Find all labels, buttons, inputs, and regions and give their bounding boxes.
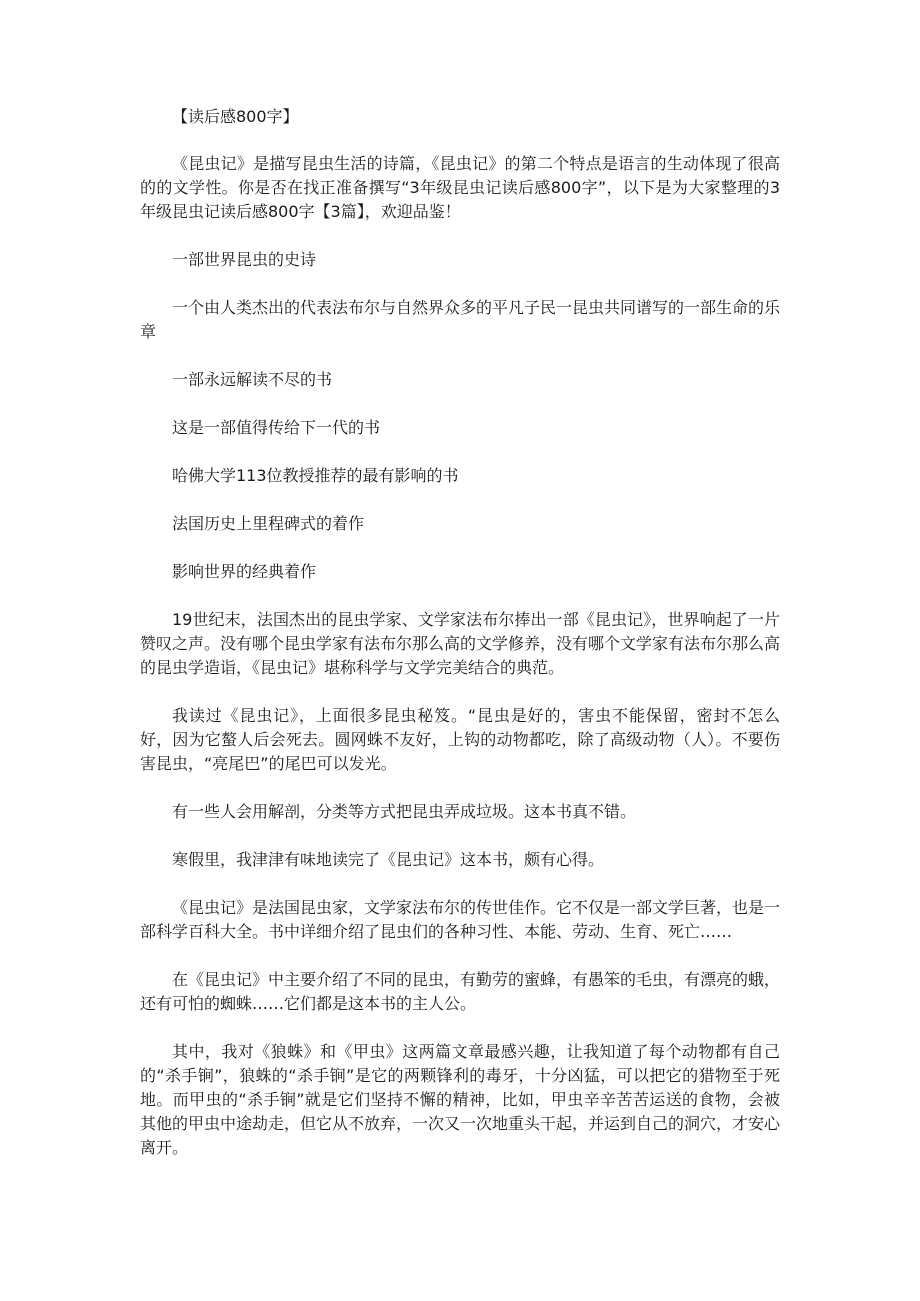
paragraph-tagline-1: 一部世界昆虫的史诗 [172,250,317,269]
paragraph-tagline-7: 影响世界的经典着作 [172,562,317,581]
paragraph-reading-notes: 我读过《昆虫记》，上面很多昆虫秘笈。“昆虫是好的，害虫不能保留，密封不怎么好，因为它螯人后会死去。圆网蛛不友好，上钩的动物都吃，除了高级动物（人）。不要伤害昆虫，“亮尾巴”的尾巴可以发光。 [140,706,780,773]
paragraph-favorites: 其中，我对《狼蛛》和《甲虫》这两篇文章最感兴趣，让我知道了每个动物都有自己的“杀手锏”，狼蛛的“杀手锏”是它的两颗锋利的毒牙，十分凶猛，可以把它的猎物至于死地。而甲虫的“杀手锏”就是它们坚持不懈的精神，比如，甲虫辛辛苦苦运送的食物，会被其他的甲虫中途劫走，但它从不放弃，一次又一次地重头干起，并运到自己的洞穴，才安心离开。 [140,1042,781,1157]
paragraph-tagline-4: 这是一部值得传给下一代的书 [172,418,381,437]
paragraph-masterpiece: 《昆虫记》是法国昆虫家，文学家法布尔的传世佳作。它不仅是一部文学巨著，也是一部科学百科大全。书中详细介绍了昆虫们的各种习性、本能、劳动、生育、死亡…… [140,898,781,941]
paragraph-winter-break: 寒假里，我津津有味地读完了《昆虫记》这本书，颇有心得。 [172,850,605,869]
paragraph-tagline-2: 一个由人类杰出的代表法布尔与自然界众多的平凡子民一昆虫共同谱写的一部生命的乐章 [140,298,781,341]
paragraph-fabre-intro: 19世纪末，法国杰出的昆虫学家、文学家法布尔捧出一部《昆虫记》，世界响起了一片赞叹之声。没有哪个昆虫学家有法布尔那么高的文学修养，没有哪个文学家有法布尔那么高的昆虫学造诣，《昆虫记》堪称科学与文学完美结合的典范。 [140,610,781,677]
paragraph-comment: 有一些人会用解剖，分类等方式把昆虫弄成垃圾。这本书真不错。 [172,802,637,821]
paragraph-tagline-5: 哈佛大学113位教授推荐的最有影响的书 [172,466,459,485]
paragraph-intro: 《昆虫记》是描写昆虫生活的诗篇，《昆虫记》的第二个特点是语言的生动体现了很高的的文学性。你是否在找正准备撰写“3年级昆虫记读后感800字”，以下是为大家整理的3年级昆虫记读后感800字【3篇】，欢迎品鉴！ [140,154,780,221]
document-heading: 【读后感800字】 [172,107,299,126]
paragraph-insects: 在《昆虫记》中主要介绍了不同的昆虫，有勤劳的蜜蜂，有愚笨的毛虫，有漂亮的蛾，还有可怕的蜘蛛……它们都是这本书的主人公。 [140,970,781,1013]
paragraph-tagline-3: 一部永远解读不尽的书 [172,370,333,389]
paragraph-tagline-6: 法国历史上里程碑式的着作 [172,514,365,533]
